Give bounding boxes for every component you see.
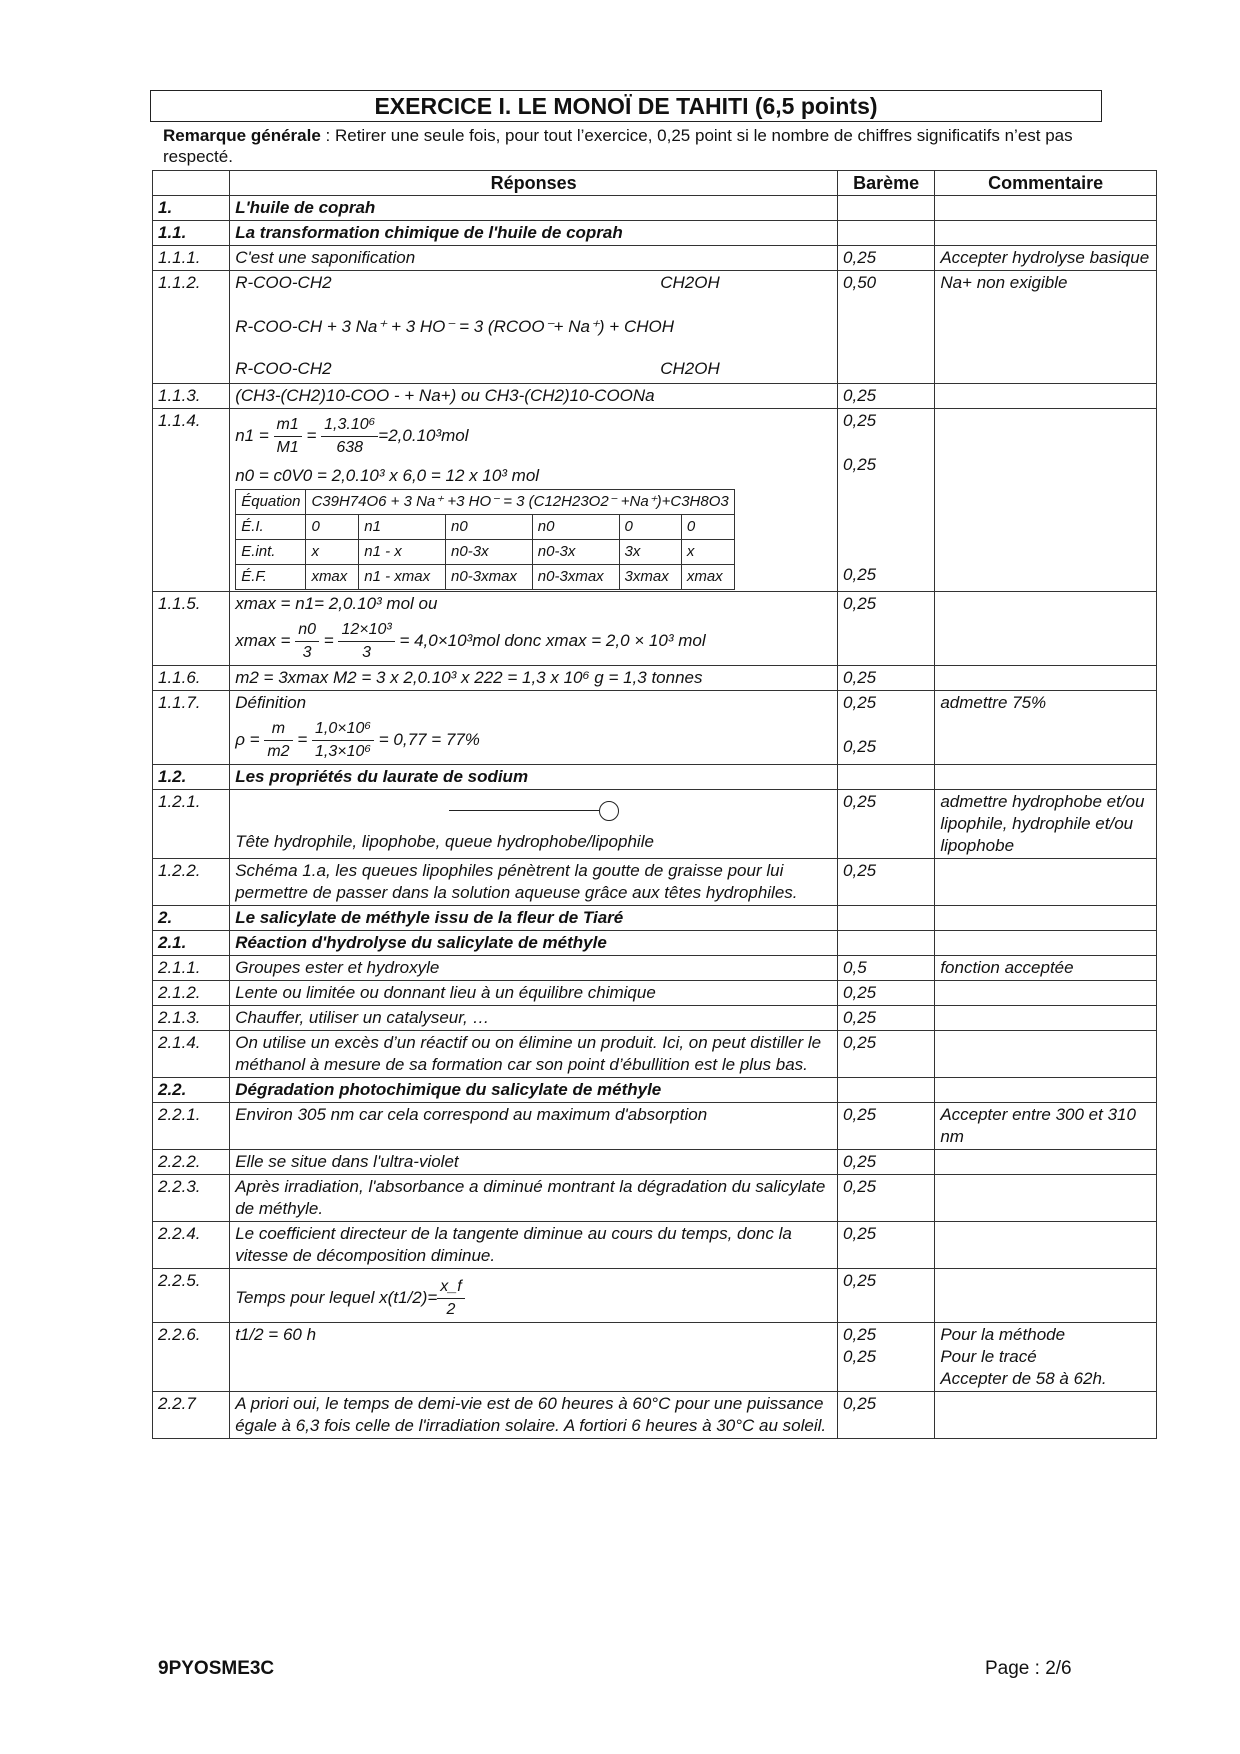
comment: Na+ non exigible <box>935 271 1157 384</box>
fraction: $\frac{\text{1,0×10⁶}}{\text{1,3×10⁶}}$ <box>312 718 374 763</box>
question-number: 2.2.6. <box>153 1323 230 1392</box>
section-row <box>153 906 1157 931</box>
points: 0,25 <box>838 1006 935 1031</box>
question-number: 2.1.3. <box>153 1006 230 1031</box>
question-number: 1.1.2. <box>153 271 230 384</box>
question-number: 2.2.5. <box>153 1269 230 1323</box>
comment <box>935 1006 1157 1031</box>
comment <box>935 1392 1157 1439</box>
header-comment: Commentaire <box>935 171 1157 196</box>
question-number: 1.2. <box>153 765 230 790</box>
points: 0,25 <box>838 246 935 271</box>
hydrophilic-head <box>599 801 619 821</box>
question-number: 1. <box>153 196 230 221</box>
points: 0,5 <box>838 956 935 981</box>
answer-row <box>153 1103 1157 1150</box>
points: 0,25 <box>838 1103 935 1150</box>
points: 0,25 <box>838 666 935 691</box>
fraction: $\frac{m}{m2}$ <box>264 718 292 763</box>
answer-text: m2 = 3xmax M2 = 3 x 2,0.10³ x 222 = 1,3 x 10⁶ g = 1,3 tonnes <box>230 666 838 691</box>
question-number: 1.1.3. <box>153 384 230 409</box>
comment <box>935 931 1157 956</box>
answer-row <box>153 1006 1157 1031</box>
question-number: 2.2.1. <box>153 1103 230 1150</box>
question-number: 2.2. <box>153 1078 230 1103</box>
points <box>838 906 935 931</box>
points: 0,50 <box>838 271 935 384</box>
answer-row <box>153 859 1157 906</box>
section-row <box>153 765 1157 790</box>
section-row <box>153 931 1157 956</box>
points: 0,25 <box>838 1150 935 1175</box>
section-row <box>153 1078 1157 1103</box>
answer-row <box>153 691 1157 765</box>
question-number: 2.2.3. <box>153 1175 230 1222</box>
comment <box>935 1175 1157 1222</box>
remark-label: Remarque générale <box>163 126 321 145</box>
fraction: $\frac{\text{12×10³}}{3}$ <box>338 619 394 664</box>
points: 0,25 <box>838 859 935 906</box>
points: 0,25 <box>838 981 935 1006</box>
comment <box>935 409 1157 592</box>
question-number: 2.2.7 <box>153 1392 230 1439</box>
answer-text: Groupes ester et hydroxyle <box>230 956 838 981</box>
answer-row <box>153 384 1157 409</box>
comment: Pour la méthode Pour le tracé Accepter de 58 à 62h. <box>935 1323 1157 1392</box>
answer-row <box>153 1323 1157 1392</box>
answer-text: Après irradiation, l'absorbance a diminué montrant la dégradation du salicylate de méthyle. <box>230 1175 838 1222</box>
lipophilic-tail <box>449 810 599 811</box>
question-number: 2.1.2. <box>153 981 230 1006</box>
answer-text: n1 = $\frac{m1}{M1}$ = $\frac{\text{1,3.10⁶}}{638}$ =2,0.10³mol n0 = c0V0 = 2,0.10³ x 6,0 = 12 x 10³ mol Équation C39H74O6 + 3 Na⁺ +3 HO⁻ = 3 (C12H23O2⁻ +Na⁺)+C3H8O3 É.I. 0 n1 n0 n0 0 0 E.int. x n1 - x n0-3x n0-3x 3x x É.F. xmax n1 - xmax n0-3xmax n0-3xmax 3xmax xmax <box>230 409 838 592</box>
comment: Accepter hydrolyse basique <box>935 246 1157 271</box>
comment <box>935 1078 1157 1103</box>
answer-text: xmax = n1= 2,0.10³ mol ou xmax = $\frac{n0}{3}$ = $\frac{\text{12×10³}}{3}$ = 4,0×10³mol donc xmax = 2,0 × 10³ mol <box>230 592 838 666</box>
answer-row <box>153 409 1157 592</box>
answer-row <box>153 246 1157 271</box>
comment <box>935 1269 1157 1323</box>
answer-row <box>153 1031 1157 1078</box>
comment: fonction acceptée <box>935 956 1157 981</box>
comment <box>935 765 1157 790</box>
answer-row <box>153 956 1157 981</box>
question-number: 1.1.6. <box>153 666 230 691</box>
answer-row <box>153 981 1157 1006</box>
answer-text: Environ 305 nm car cela correspond au maximum d'absorption <box>230 1103 838 1150</box>
question-number: 2.1.1. <box>153 956 230 981</box>
answer-text: Temps pour lequel x(t1/2)= $\frac{x\_f}{2}$ <box>230 1269 838 1323</box>
exercise-title: EXERCICE I. LE MONOÏ DE TAHITI (6,5 points) <box>150 90 1102 122</box>
comment <box>935 1031 1157 1078</box>
points: 0,25 0,25 0,25 <box>838 409 935 592</box>
answer-row <box>153 592 1157 666</box>
section-row <box>153 196 1157 221</box>
points: 0,25 <box>838 592 935 666</box>
comment <box>935 666 1157 691</box>
comment <box>935 981 1157 1006</box>
question-number: 2. <box>153 906 230 931</box>
header-num <box>153 171 230 196</box>
fraction: $\frac{\text{1,3.10⁶}}{638}$ <box>321 414 378 459</box>
points: 0,25 <box>838 790 935 859</box>
comment: admettre 75% <box>935 691 1157 765</box>
answer-row <box>153 1222 1157 1269</box>
answer-row <box>153 1175 1157 1222</box>
answer-text: Le salicylate de méthyle issu de la fleur de Tiaré <box>230 906 838 931</box>
question-number: 1.1.5. <box>153 592 230 666</box>
remark-text: : Retirer une seule fois, pour tout l’exercice, 0,25 point si le nombre de chiffres significatifs n’est pas respecté. <box>163 126 1073 166</box>
answer-text <box>230 271 838 384</box>
answer-text: Tête hydrophile, lipophobe, queue hydrophobe/lipophile <box>230 790 838 859</box>
fraction: $\frac{m1}{M1}$ <box>274 414 302 459</box>
answer-text: Schéma 1.a, les queues lipophiles pénètrent la goutte de graisse pour lui permettre de passer dans la solution aqueuse grâce aux têtes hydrophiles. <box>230 859 838 906</box>
points <box>838 931 935 956</box>
answer-text: Lente ou limitée ou donnant lieu à un équilibre chimique <box>230 981 838 1006</box>
answer-text: Chauffer, utiliser un catalyseur, … <box>230 1006 838 1031</box>
answer-text: C'est une saponification <box>230 246 838 271</box>
answer-row <box>153 271 1157 384</box>
answer-row <box>153 1392 1157 1439</box>
points: 0,25 0,25 <box>838 1323 935 1392</box>
answer-text: Dégradation photochimique du salicylate de méthyle <box>230 1078 838 1103</box>
fraction: $\frac{x\_f}{2}$ <box>437 1276 464 1321</box>
answer-text: t1/2 = 60 h <box>230 1323 838 1392</box>
comment <box>935 221 1157 246</box>
progress-table: Équation C39H74O6 + 3 Na⁺ +3 HO⁻ = 3 (C12H23O2⁻ +Na⁺)+C3H8O3 É.I. 0 n1 n0 n0 0 0 E.int. x n1 - x n0-3x n0-3x 3x x É.F. xmax n1 - xmax n0-3xmax n0-3xmax 3xmax xmax <box>235 489 735 590</box>
question-number: 1.1.4. <box>153 409 230 592</box>
points: 0,25 <box>838 384 935 409</box>
points: 0,25 <box>838 1222 935 1269</box>
question-number: 2.2.2. <box>153 1150 230 1175</box>
answer-text: Le coefficient directeur de la tangente diminue au cours du temps, donc la vitesse de décomposition diminue. <box>230 1222 838 1269</box>
points: 0,25 <box>838 1269 935 1323</box>
question-number: 1.1.1. <box>153 246 230 271</box>
comment <box>935 1222 1157 1269</box>
question-number: 1.1. <box>153 221 230 246</box>
saponification-equation: R-COO-CH2 CH2OH R-COO-CH + 3 Na⁺ + 3 HO⁻ = 3 (RCOO⁻+ Na⁺) + CHOH R-COO-CH2 CH2OH <box>235 273 720 378</box>
header-points: Barème <box>838 171 935 196</box>
points: 0,25 <box>838 1392 935 1439</box>
answer-text: Réaction d'hydrolyse du salicylate de méthyle <box>230 931 838 956</box>
question-number: 1.2.2. <box>153 859 230 906</box>
answer-text: Elle se situe dans l'ultra-violet <box>230 1150 838 1175</box>
answer-text: Les propriétés du laurate de sodium <box>230 765 838 790</box>
answer-row <box>153 1150 1157 1175</box>
fraction: $\frac{n0}{3}$ <box>295 619 319 664</box>
answer-row <box>153 1269 1157 1323</box>
comment <box>935 196 1157 221</box>
header-answers: Réponses <box>230 171 838 196</box>
section-row <box>153 221 1157 246</box>
comment <box>935 859 1157 906</box>
points: 0,25 <box>838 1031 935 1078</box>
answer-row <box>153 790 1157 859</box>
page-number: Page : 2/6 <box>985 1658 1072 1679</box>
general-remark <box>163 125 1093 167</box>
answer-text: La transformation chimique de l'huile de coprah <box>230 221 838 246</box>
comment <box>935 906 1157 931</box>
comment <box>935 592 1157 666</box>
points <box>838 1078 935 1103</box>
question-number: 2.1. <box>153 931 230 956</box>
points: 0,25 <box>838 1175 935 1222</box>
question-number: 1.2.1. <box>153 790 230 859</box>
document-code: 9PYOSME3C <box>158 1658 275 1679</box>
comment <box>935 384 1157 409</box>
points: 0,25 0,25 <box>838 691 935 765</box>
question-number: 2.2.4. <box>153 1222 230 1269</box>
answer-table <box>152 170 1157 1439</box>
points <box>838 196 935 221</box>
answer-text: Définition ρ = $\frac{m}{m2}$ = $\frac{\text{1,0×10⁶}}{\text{1,3×10⁶}}$ = 0,77 = 77% <box>230 691 838 765</box>
comment: Accepter entre 300 et 310 nm <box>935 1103 1157 1150</box>
answer-row <box>153 666 1157 691</box>
comment: admettre hydrophobe et/ou lipophile, hydrophile et/ou lipophobe <box>935 790 1157 859</box>
question-number: 1.1.7. <box>153 691 230 765</box>
answer-text: L'huile de coprah <box>230 196 838 221</box>
question-number: 2.1.4. <box>153 1031 230 1078</box>
answer-text: (CH3-(CH2)10-COO - + Na+) ou CH3-(CH2)10-COONa <box>230 384 838 409</box>
points <box>838 221 935 246</box>
comment <box>935 1150 1157 1175</box>
answer-text: On utilise un excès d’un réactif ou on élimine un produit. Ici, on peut distiller le méthanol à mesure de sa formation car son point d’ébullition est le plus bas. <box>230 1031 838 1078</box>
answer-text: A priori oui, le temps de demi-vie est de 60 heures à 60°C pour une puissance égale à 6,3 fois celle de l'irradiation solaire. A fortiori 6 heures à 30°C au soleil. <box>230 1392 838 1439</box>
points <box>838 765 935 790</box>
